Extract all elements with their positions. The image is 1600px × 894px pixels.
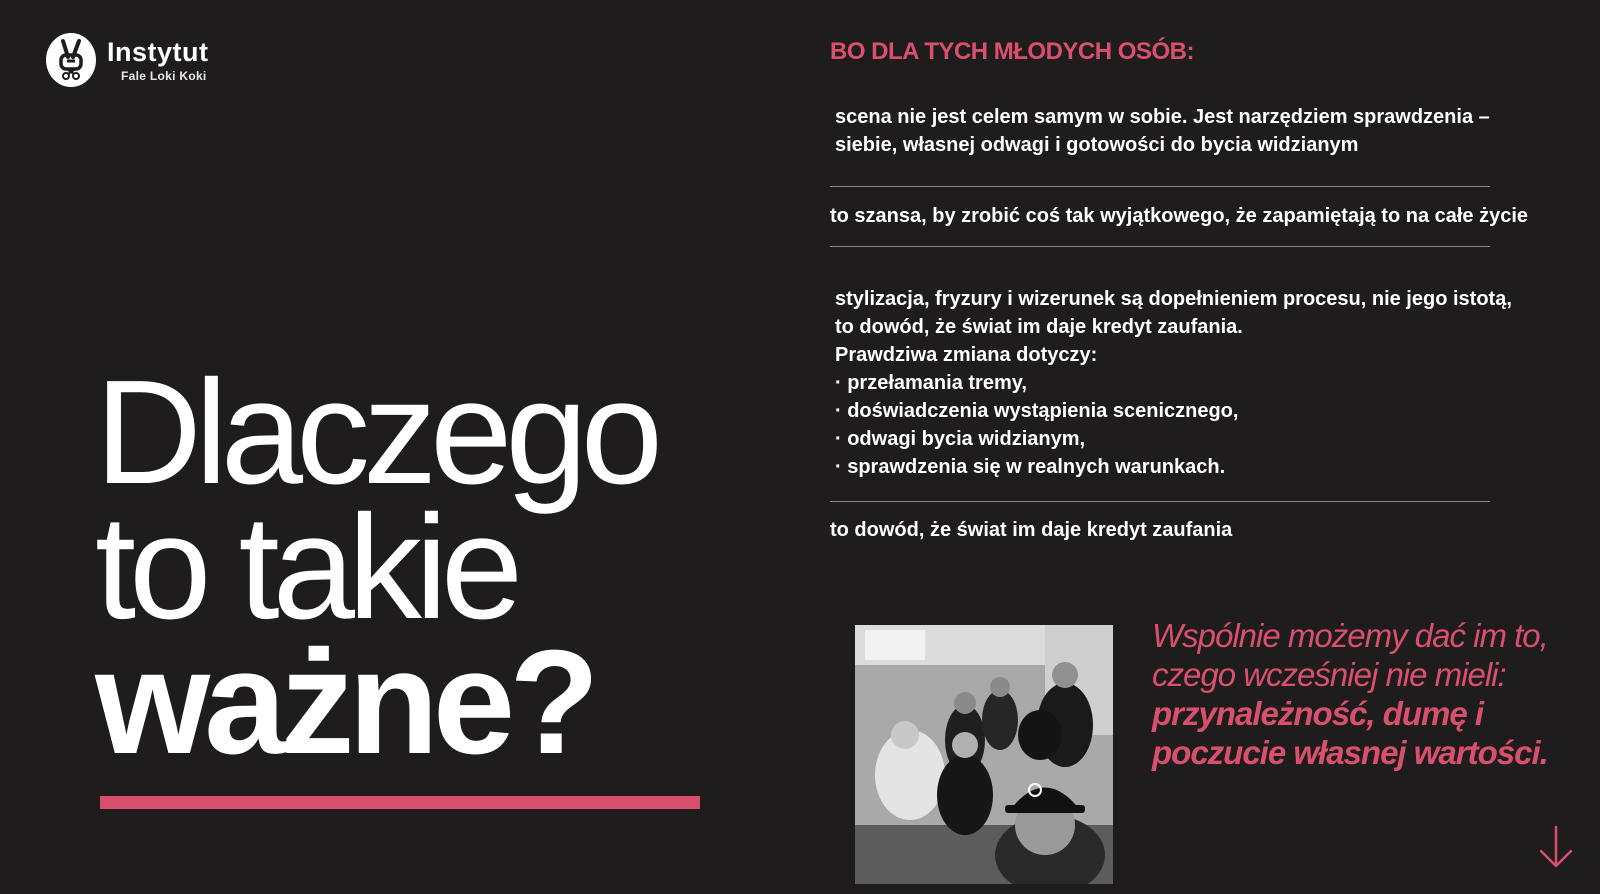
brand-logo[interactable] xyxy=(46,33,209,87)
group-photo xyxy=(855,625,1113,884)
headline-line-1: Dlaczego xyxy=(95,350,657,515)
paragraph-3-list-item-1: · przełamania tremy, xyxy=(835,372,1027,394)
headline-underline xyxy=(100,796,700,809)
paragraph-3 xyxy=(835,285,1512,481)
paragraph-3-list-item-4: · sprawdzenia się w realnych warunkach. xyxy=(835,456,1226,478)
paragraph-3-list-item-2: · doświadczenia wystąpienia scenicznego, xyxy=(835,400,1239,422)
arrow-down-icon[interactable] xyxy=(1538,825,1574,869)
divider-2 xyxy=(830,246,1490,247)
divider-1 xyxy=(830,186,1490,187)
peace-hand-logo-icon xyxy=(46,33,96,87)
logo-subtitle: Fale Loki Koki xyxy=(121,68,207,83)
page-headline xyxy=(95,350,715,785)
headline-line-3: ważne? xyxy=(95,620,594,785)
paragraph-3-line-3: Prawdziwa zmiana dotyczy: xyxy=(835,344,1098,366)
quote-emphasis: przynależność, dumę i poczucie własnej wartości. xyxy=(1152,695,1548,771)
section-title: BO DLA TYCH MŁODYCH OSÓB: xyxy=(830,38,1194,65)
logo-title: Instytut xyxy=(107,36,209,67)
paragraph-3-line-1: stylizacja, fryzury i wizerunek są dopełnieniem procesu, nie jego istotą, xyxy=(835,288,1512,310)
paragraph-3-list-item-3: · odwagi bycia widzianym, xyxy=(835,428,1086,450)
closing-quote xyxy=(1152,616,1562,772)
paragraph-1-line-1: scena nie jest celem samym w sobie. Jest narzędziem sprawdzenia – xyxy=(835,106,1490,128)
paragraph-2: to szansa, by zrobić coś tak wyjątkowego, że zapamiętają to na całe życie xyxy=(830,205,1529,227)
headline-line-2: to takie xyxy=(95,485,517,650)
paragraph-4: to dowód, że świat im daje kredyt zaufania xyxy=(830,519,1233,541)
quote-intro: Wspólnie możemy dać im to, czego wcześniej nie mieli: xyxy=(1152,617,1548,693)
paragraph-3-line-2: to dowód, że świat im daje kredyt zaufania. xyxy=(835,316,1243,338)
paragraph-1 xyxy=(835,103,1490,159)
paragraph-1-line-2: siebie, własnej odwagi i gotowości do bycia widzianym xyxy=(835,134,1359,156)
divider-3 xyxy=(830,501,1490,502)
